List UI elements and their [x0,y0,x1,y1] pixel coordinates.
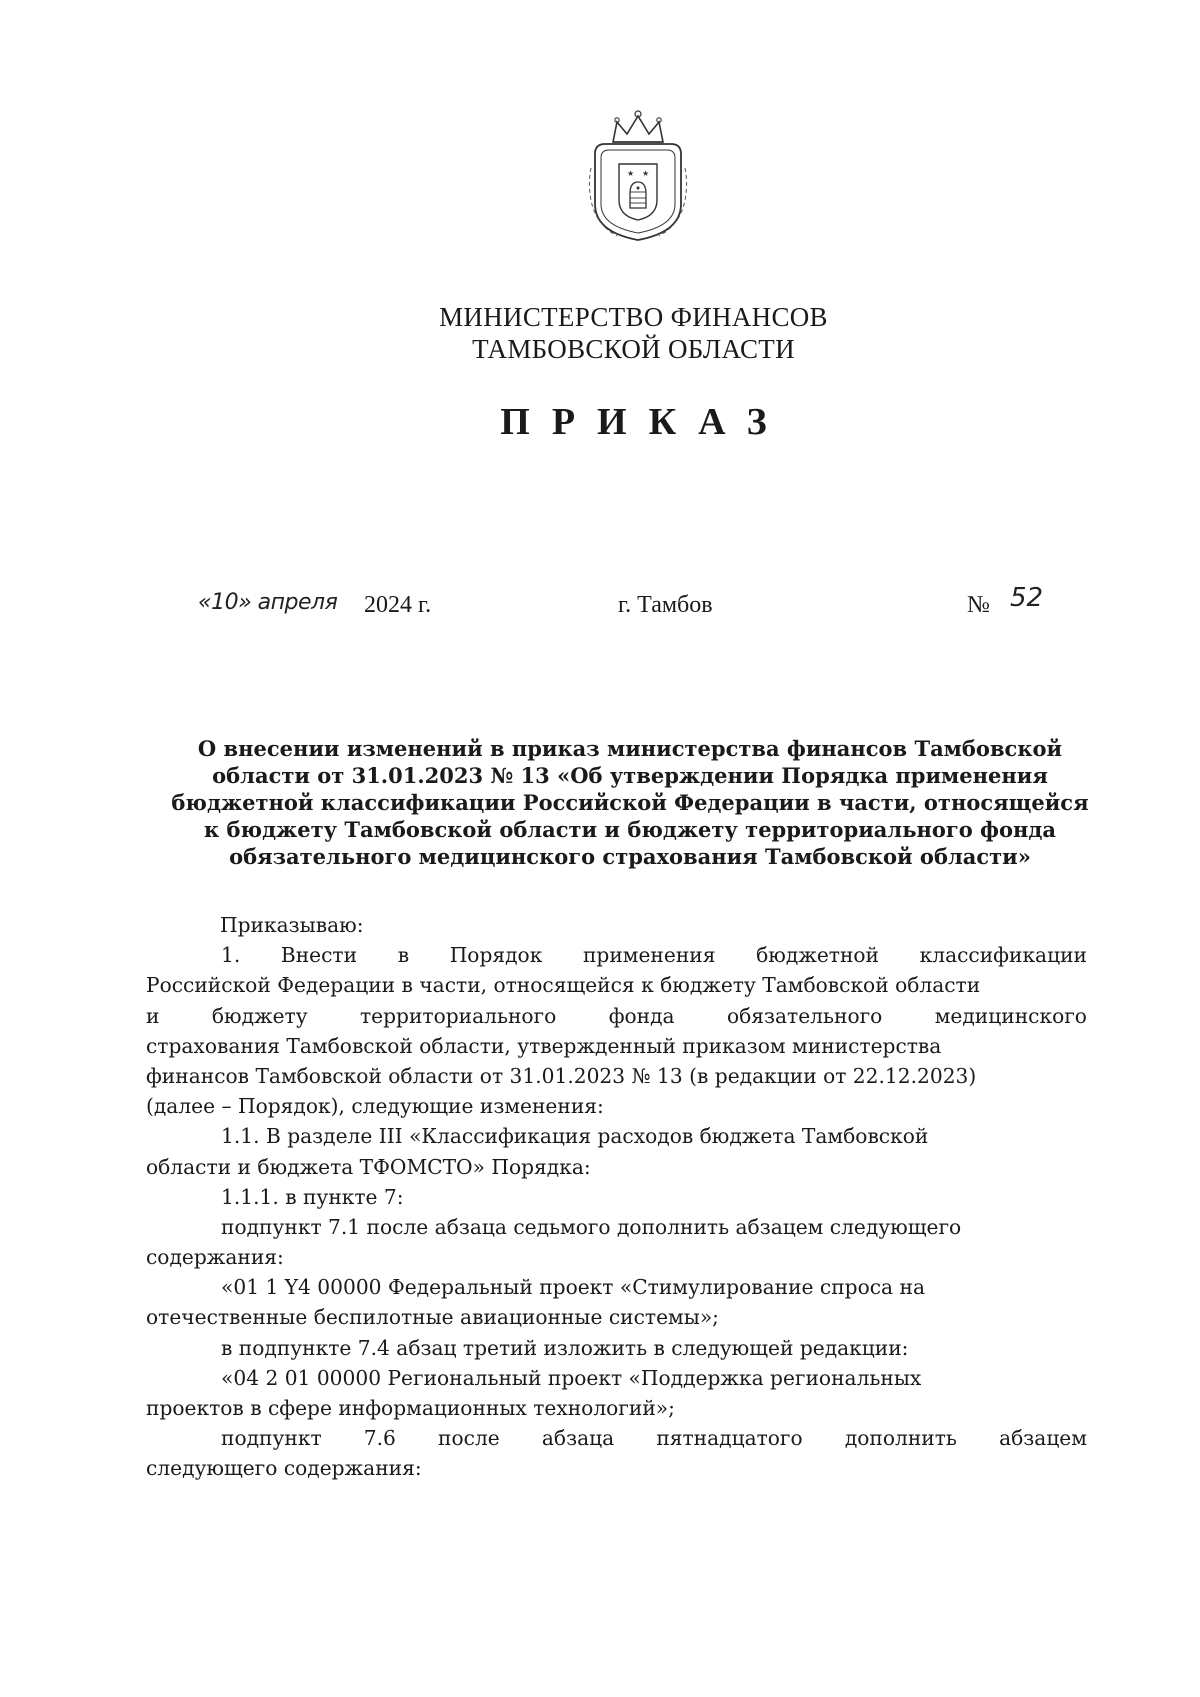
q1-line2: отечественные беспилотные авиационные системы»; [146,1305,719,1330]
p1-line2: Российской Федерации в части, относящейся к бюджету Тамбовской области [146,973,981,998]
svg-text:★: ★ [642,169,650,178]
subject-line: бюджетной классификации Российской Федерации в части, относящейся [171,790,1089,815]
p74-line: в подпункте 7.4 абзац третий изложить в следующей редакции: [221,1335,909,1360]
order-title: ПРИКАЗ [500,401,789,443]
q1-line1: «01 1 Y4 00000 Федеральный проект «Стимулирование спроса на [221,1275,925,1300]
handwritten-number: 52 [1010,583,1044,613]
p1-line3 [146,1001,1087,1031]
order-body [146,910,1087,1484]
tambov-coat-of-arms-icon [583,108,693,244]
p1-line6: (далее – Порядок), следующие изменения: [146,1094,604,1119]
word: территориального [359,1003,557,1028]
word: обязательного [726,1003,883,1028]
p71-line2: содержания: [146,1245,284,1270]
ministry-name-line1: МИНИСТЕРСТВО ФИНАНСОВ [439,302,828,332]
word: и [146,1003,160,1028]
number-sign: № [967,592,990,618]
handwritten-date: «10» апреля [198,590,338,615]
word: абзацем [999,1426,1087,1451]
subject-line: обязательного медицинского страхования Тамбовской области» [229,844,1031,869]
p1-line4: страхования Тамбовской области, утвержденный приказом министерства [146,1033,942,1058]
word: Внести [280,943,358,968]
ministry-name-line2: ТАМБОВСКОЙ ОБЛАСТИ [472,334,795,364]
word: подпункт [221,1426,322,1451]
p1-line1 [146,940,1087,970]
word: 7.6 [363,1426,396,1451]
p111-line: 1.1.1. в пункте 7: [221,1184,404,1209]
q2-line1: «04 2 01 00000 Региональный проект «Поддержка региональных [221,1365,922,1390]
word: применения [582,943,716,968]
order-subject [150,735,1110,870]
word: Порядок [449,943,543,968]
p71-line1: подпункт 7.1 после абзаца седьмого дополнить абзацем следующего [221,1214,962,1239]
word: абзаца [541,1426,615,1451]
p1-line5: финансов Тамбовской области от 31.01.2023 № 13 (в редакции от 22.12.2023) [146,1063,977,1088]
word: дополнить [844,1426,957,1451]
intro-line: Приказываю: [220,913,364,937]
word: после [438,1426,500,1451]
city: г. Тамбов [618,592,713,618]
word: фонда [608,1003,675,1028]
word: бюджету [211,1003,308,1028]
word: классификации [919,943,1087,968]
word: 1. [221,943,241,968]
p76-line2: следующего содержания: [146,1456,422,1481]
subject-line: О внесении изменений в приказ министерства финансов Тамбовской [197,736,1063,761]
p76-line1 [146,1423,1087,1453]
word: бюджетной [756,943,880,968]
p11-line1: 1.1. В разделе III «Классификация расходов бюджета Тамбовской [221,1124,929,1149]
word: в [397,943,410,968]
subject-line: области от 31.01.2023 № 13 «Об утверждении Порядка применения [212,763,1048,788]
q2-line2: проектов в сфере информационных технологий»; [146,1396,675,1420]
p11-line2: области и бюджета ТФОМСТО» Порядка: [146,1154,591,1179]
date-year: 2024 г. [364,592,432,618]
word: медицинского [934,1003,1087,1028]
svg-text:★: ★ [627,169,635,178]
subject-line: к бюджету Тамбовской области и бюджету территориального фонда [204,817,1056,842]
word: пятнадцатого [656,1426,803,1451]
